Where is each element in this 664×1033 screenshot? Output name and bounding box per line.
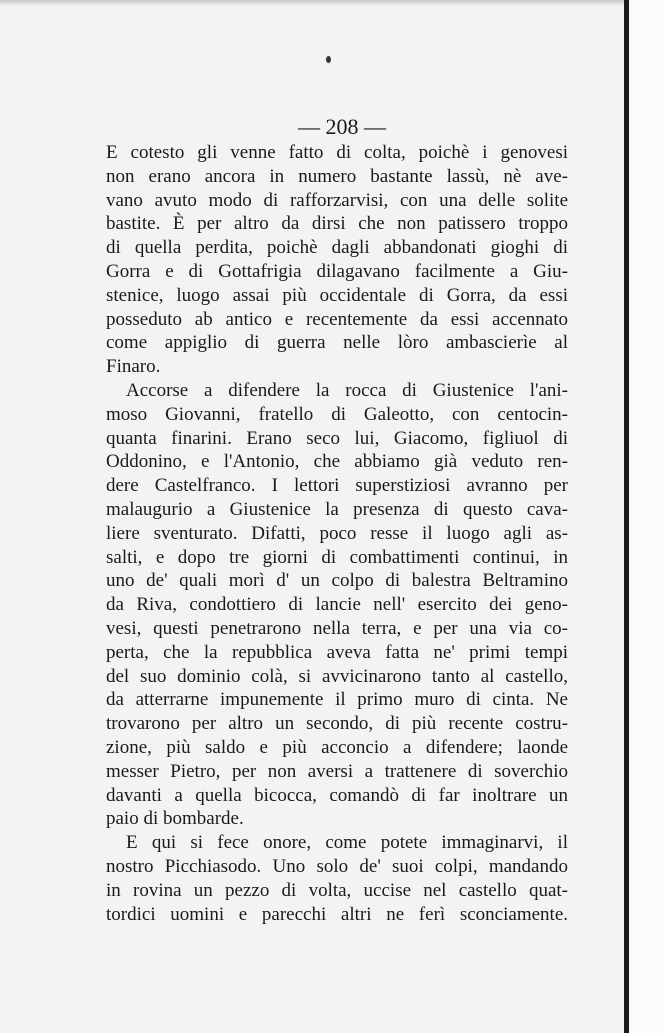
text-line: uno de' quali morì d' un colpo di balestra Beltramino xyxy=(106,570,568,592)
text-line: E qui si fece onore, come potete immaginarvi, il xyxy=(126,832,568,854)
text-line: del suo dominio colà, si avvicinarono tanto al castello, xyxy=(106,665,568,687)
text-line: davanti a quella bicocca, comandò di far inoltrare un xyxy=(106,784,568,806)
text-line: Accorse a difendere la rocca di Giustenice l'ani- xyxy=(126,379,568,401)
page-number: — 208 — xyxy=(298,114,386,139)
binding-edge-line xyxy=(624,0,629,1033)
text-line: paio di bombarde. xyxy=(106,808,244,830)
binding-margin xyxy=(624,0,664,1033)
text-line: E cotesto gli venne fatto di colta, poichè i genovesi xyxy=(106,142,568,163)
text-line: messer Pietro, per non aversi a trattenere di soverchio xyxy=(106,760,568,782)
text-line: di quella perdita, poichè dagli abbandonati gioghi di xyxy=(106,237,568,259)
text-line: da atterrarne impunemente il primo muro di cinta. Ne xyxy=(106,689,568,711)
text-line: bastite. È per altro da dirsi che non patissero troppo xyxy=(106,213,568,235)
text-line: salti, e dopo tre giorni di combattimenti continui, in xyxy=(106,546,568,568)
text-line: posseduto ab antico e recentemente da essi accennato xyxy=(106,308,568,330)
text-line: Finaro. xyxy=(106,356,161,378)
text-line: come appiglio di guerra nelle lòro ambascierìe al xyxy=(106,332,568,354)
text-line: vesi, questi penetrarono nella terra, e per una via co- xyxy=(106,617,568,639)
text-line: Gorra e di Gottafrigia dilagavano facilmente a Giu- xyxy=(106,260,568,282)
text-line: vano avuto modo di rafforzarvisi, con una delle solite xyxy=(106,189,568,211)
text-line: stenice, luogo assai più occidentale di Gorra, da essi xyxy=(106,284,568,306)
text-line: malaugurio a Giustenice la presenza di questo cava- xyxy=(106,498,568,520)
text-line: da Riva, condottiero di lancie nell' esercito dei geno- xyxy=(106,594,568,616)
text-line: in rovina un pezzo di volta, uccise nel castello quat- xyxy=(106,879,568,901)
text-line: dere Castelfranco. I lettori superstiziosi avranno per xyxy=(106,475,568,497)
text-line: quanta finarini. Erano seco lui, Giacomo, figliuol di xyxy=(106,427,568,449)
page-top-edge xyxy=(0,0,624,6)
ink-spot xyxy=(326,56,331,63)
text-line: nostro Picchiasodo. Uno solo de' suoi colpi, mandando xyxy=(106,855,568,877)
text-line: zione, più saldo e più acconcio a difendere; laonde xyxy=(106,736,568,758)
text-line: tordici uomini e parecchi altri ne ferì sconciamente. xyxy=(106,903,568,925)
text-line: trovarono per altro un secondo, di più recente costru- xyxy=(106,713,568,735)
text-line: liere sventurato. Difatti, poco resse il luogo agli as- xyxy=(106,522,568,544)
text-line: Oddonino, e l'Antonio, che abbiamo già veduto ren- xyxy=(106,451,568,473)
text-line: perta, che la repubblica aveva fatta ne' primi tempi xyxy=(106,641,568,663)
text-line: moso Giovanni, fratello di Galeotto, con centocin- xyxy=(106,403,568,425)
body-text xyxy=(106,141,568,926)
text-line: non erano ancora in numero bastante lassù, nè ave- xyxy=(106,165,568,187)
